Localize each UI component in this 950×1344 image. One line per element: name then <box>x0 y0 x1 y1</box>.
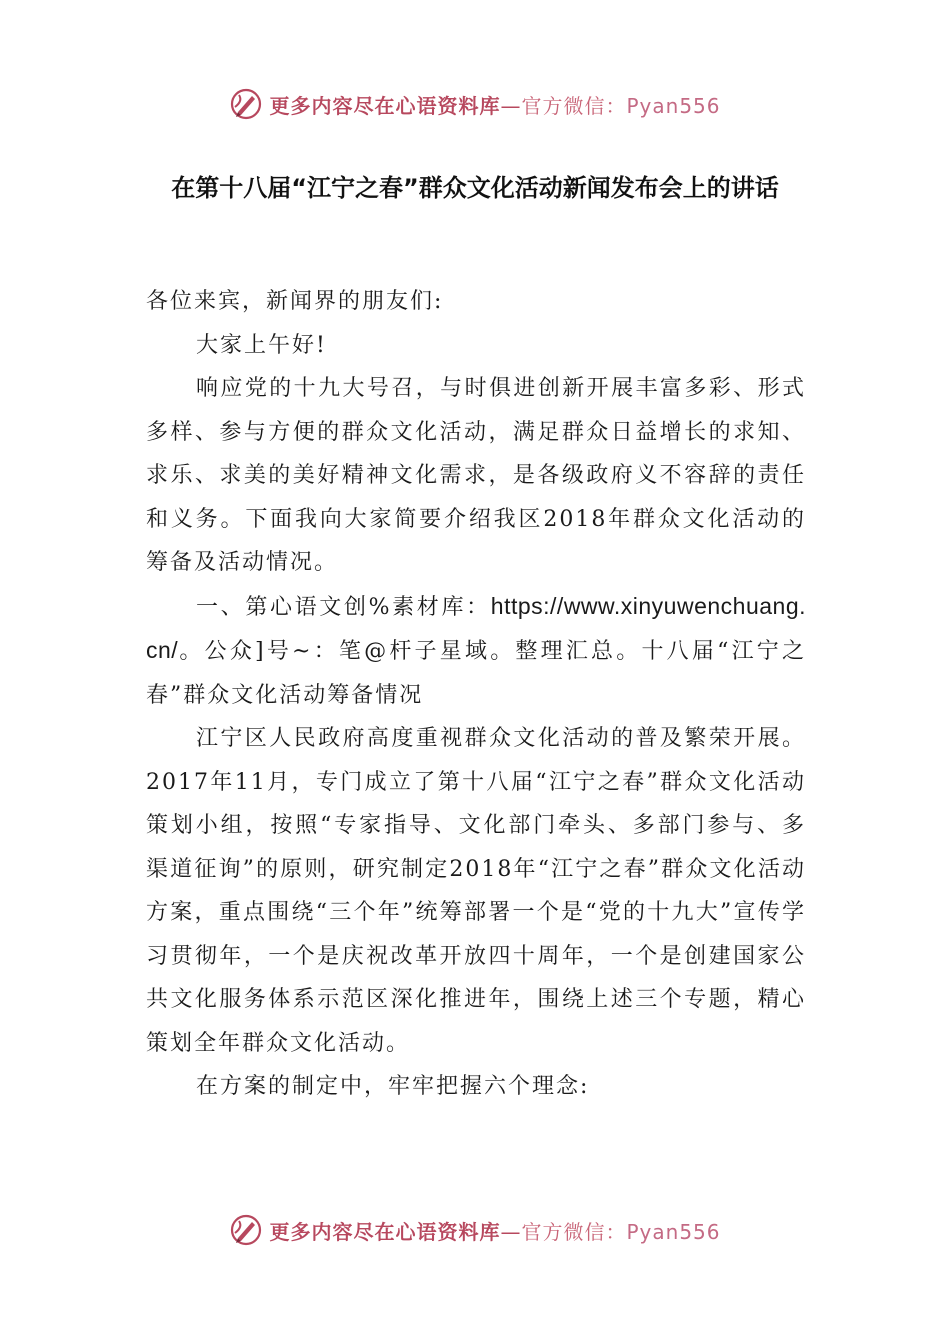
paragraph-concepts: 在方案的制定中，牢牢把握六个理念: <box>196 1074 590 1099</box>
banner-wechat-id: Pyan556 <box>626 1219 721 1244</box>
greeting: 各位来宾，新闻界的朋友们: <box>146 289 444 314</box>
banner-dash: — <box>500 1219 522 1244</box>
salutation: 大家上午好! <box>196 332 327 358</box>
paragraph-intro: 响应党的十九大号召，与时俱进创新开展丰富多彩、形式多样、参与方便的群众文化活动，满足群众日益增长的求知、求乐、求美的美好精神文化需求，是各级政府义不容辞的责任和义务。下面我向大家简要介绍我区2018年群众文化活动的筹备及活动情况。 <box>146 376 806 575</box>
source-url-link[interactable]: https://www.xinyuwenchuang.cn/ <box>146 592 806 663</box>
banner-title: 更多内容尽在心语资料库 <box>269 93 501 118</box>
banner-wechat-label: 官方微信： <box>521 1219 627 1244</box>
banner-dash: — <box>500 93 522 118</box>
section-heading-prefix: 一、第心语文创%素材库： <box>196 594 491 620</box>
banner-text <box>269 90 720 119</box>
paragraph-preparation: 江宁区人民政府高度重视群众文化活动的普及繁荣开展。2017年11月，专门成立了第十八届“江宁之春”群众文化活动策划小组，按照“专家指导、文化部门牵头、多部门参与、多渠道征询”的原则，研究制定2018年“江宁之春”群众文化活动方案，重点围绕“三个年”统筹部署一个是“党的十九大”宣传学习贯彻年，一个是庆祝改革开放四十周年，一个是创建国家公共文化服务体系示范区深化推进年，围绕上述三个专题，精心策划全年群众文化活动。 <box>146 726 806 1056</box>
section-heading-suffix: 。公众]号~：笔@杆子星域。整理汇总。十八届“江宁之春”群众文化活动筹备情况 <box>146 639 806 708</box>
pen-logo-icon <box>229 1213 263 1247</box>
document-title: 在第十八届“江宁之春”群众文化活动新闻发布会上的讲话 <box>171 174 779 202</box>
footer-watermark-banner <box>0 1210 950 1250</box>
banner-text <box>269 1216 720 1245</box>
banner-wechat-label: 官方微信： <box>521 93 627 118</box>
section-heading-1 <box>146 585 806 718</box>
pen-logo-icon <box>229 87 263 121</box>
document-body <box>146 280 806 1109</box>
banner-title: 更多内容尽在心语资料库 <box>269 1219 501 1244</box>
header-watermark-banner <box>0 84 950 124</box>
banner-wechat-id: Pyan556 <box>626 93 721 118</box>
